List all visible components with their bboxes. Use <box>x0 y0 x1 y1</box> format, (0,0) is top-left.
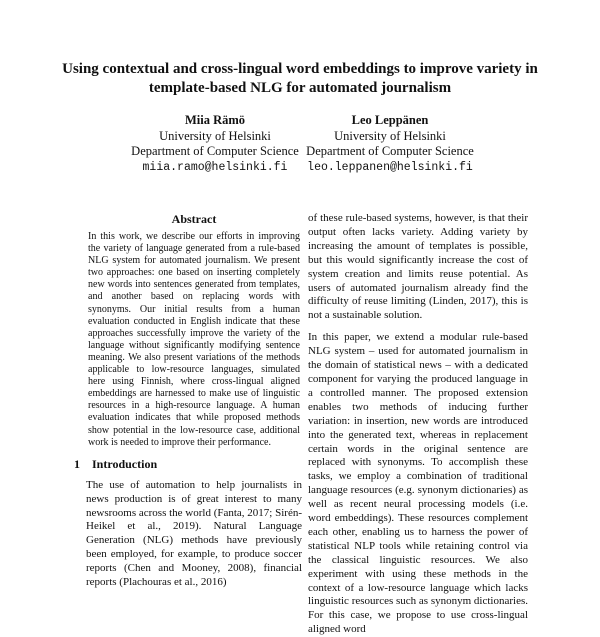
author-name: Leo Leppänen <box>351 113 429 127</box>
intro-paragraph-left: The use of automation to help journalists in news production is of great interest to many newsrooms across the world (Fanta, 2017; Sirén-Heikel et al., 2019). Natural Language Generation (NLG) methods have previously been employed, for example, to produce soccer reports (Chen and Mooney, 2008), financial reports (Plachouras et al., 2016) <box>86 478 302 589</box>
author-affiliation: University of Helsinki <box>334 128 446 143</box>
section-heading <box>74 457 302 472</box>
section-title: Introduction <box>92 456 158 471</box>
intro-paragraph-right-2: In this paper, we extend a modular rule-based NLG system – used for automated journalism in the domain of statistical news – with a dedicated component for varying the produced language in a controlled manner. The proposed extension enables two methods of inducing further variation: in insertion, new words are introduced into the generated text, whereas in replacement certain words in the original sentence are replaced with synonyms. To accomplish these tasks, we employ a combination of traditional language resources (e.g. synonym dictionaries) as well as recent neural processing models (i.e. word embeddings). These resources complement each other, enabling us to harness the power of statistical NLP tools while retaining control via the classical linguistic resources. We also experiment with using these methods in the context of a low-resource language which lacks linguistic resources such as synonym dictionaries. For this case, we propose to use cross-lingual aligned word <box>308 331 528 636</box>
right-column <box>308 212 528 637</box>
section-number: 1 <box>74 456 80 471</box>
abstract-heading: Abstract <box>171 212 217 226</box>
intro-paragraph-right-1: of these rule-based systems, however, is that their output often lacks variety. Adding variety by increasing the amount of templates is possible, but this would significantly increase the cost of system creation and limits reuse potential. As users of automated journalism already find the difficulty of reuse limiting (Linden, 2017), this is not a sustainable solution. <box>308 212 528 322</box>
author-email: leo.leppanen@helsinki.fi <box>307 160 473 174</box>
author-email: miia.ramo@helsinki.fi <box>142 160 288 174</box>
abstract-text: In this work, we describe our efforts in improving the variety of language generated from a rule-based NLG system for automated journalism. We present two approaches: one based on inserting completely new words into sentences generated from templates, and another based on replacing words with synonyms. Our initial results from a human evaluation conducted in English indicate that these approaches successfully improve the variety of the language without significantly modifying sentence meaning. We also present variations of the methods applicable to low-resource languages, simulated here using Finnish, where cross-lingual aligned embeddings are harnessed to make use of linguistic resources in a high-resource language. A human evaluation indicates that while proposed methods show potential in the low-resource case, additional work is needed to improve their performance. <box>88 231 300 448</box>
author-affiliation: University of Helsinki <box>159 128 271 143</box>
author-department: Department of Computer Science <box>306 144 474 158</box>
author-block <box>115 113 315 175</box>
author-department: Department of Computer Science <box>131 144 299 158</box>
author-block <box>290 113 490 175</box>
left-column <box>74 212 302 590</box>
paper-title: Using contextual and cross-lingual word embeddings to improve variety in template-based NLG for automated journalism <box>62 61 538 96</box>
author-name: Miia Rämö <box>184 113 246 127</box>
